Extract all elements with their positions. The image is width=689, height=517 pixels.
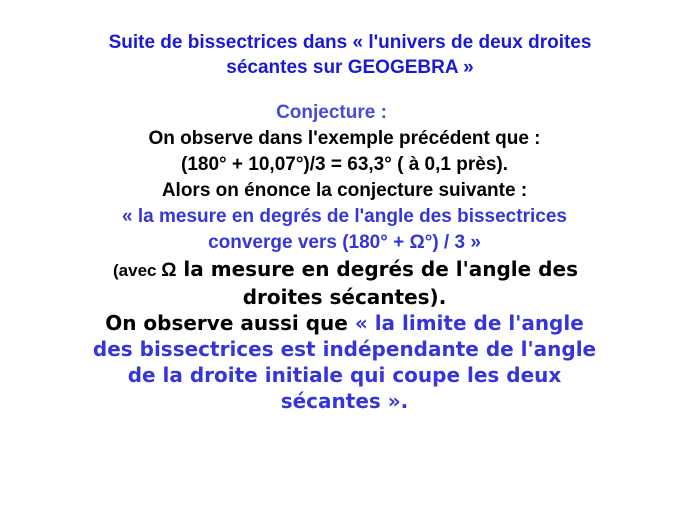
second-observation-line-4: sécantes ». (280, 389, 409, 413)
conjecture-intro-line: Alors on énonce la conjecture suivante : (161, 180, 528, 201)
calculation-line: (180° + 10,07°)/3 = 63,3° ( à 0,1 près). (181, 154, 508, 175)
second-observation-line-2: des bissectrices est indépendante de l'angle (92, 337, 597, 361)
slide-title (30, 30, 670, 80)
observation-line: On observe dans l'exemple précédent que : (148, 128, 541, 149)
conjecture-quote-line-2: converge vers (180° + Ω°) / 3 » (208, 232, 481, 253)
omega-symbol: Ω (161, 260, 177, 281)
avec-prefix: (avec (113, 261, 162, 280)
second-observation-quote-start: « la limite de l'angle (354, 311, 584, 335)
slide-body (0, 100, 689, 414)
conjecture-label: Conjecture : (276, 102, 387, 123)
second-observation-line-1 (0, 310, 689, 336)
title-line-1: Suite de bissectrices dans « l'univers de deux droites (108, 32, 592, 53)
conjecture-quote-line-1: « la mesure en degrés de l'angle des bissectrices (122, 206, 567, 227)
title-line-2: sécantes sur GEOGEBRA » (226, 57, 474, 78)
omega-definition-line-2: droites sécantes). (242, 285, 447, 309)
second-observation-line-3: de la droite initiale qui coupe les deux (127, 363, 562, 387)
second-observation-prefix: On observe aussi que (105, 311, 355, 335)
omega-definition-line-1 (2, 256, 689, 284)
omega-definition-text: la mesure en degrés de l'angle des (176, 257, 578, 281)
